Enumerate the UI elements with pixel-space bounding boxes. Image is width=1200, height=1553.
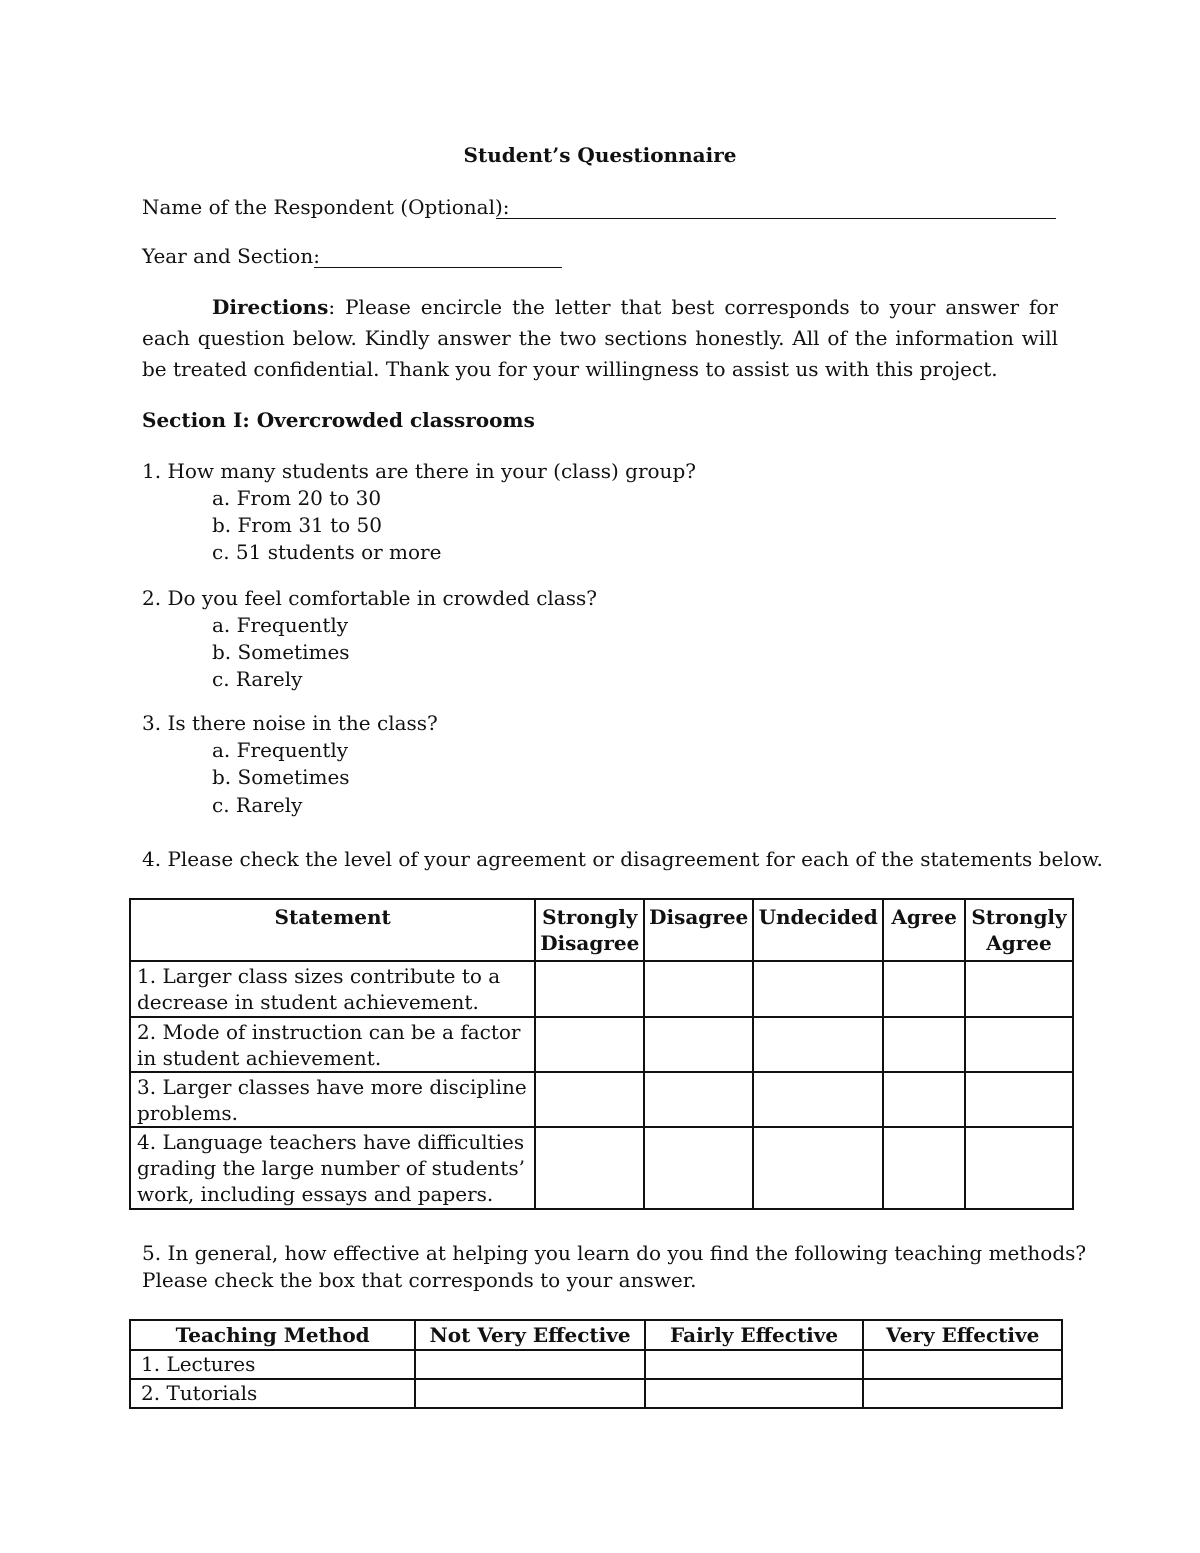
checkbox-cell[interactable] bbox=[753, 1017, 883, 1072]
checkbox-cell[interactable] bbox=[644, 1072, 753, 1127]
statement-cell: 3. Larger classes have more discipline problems. bbox=[130, 1072, 535, 1127]
method-cell: 2. Tutorials bbox=[130, 1379, 415, 1408]
header-teaching-method: Teaching Method bbox=[130, 1320, 415, 1350]
checkbox-cell[interactable] bbox=[535, 1127, 644, 1209]
table-row bbox=[130, 1072, 1073, 1127]
table-row bbox=[130, 1127, 1073, 1209]
checkbox-cell[interactable] bbox=[965, 961, 1073, 1017]
question-3-option-a[interactable]: a. Frequently bbox=[212, 738, 349, 762]
checkbox-cell[interactable] bbox=[883, 1017, 965, 1072]
year-section-label: Year and Section: bbox=[142, 244, 320, 268]
checkbox-cell[interactable] bbox=[753, 1127, 883, 1209]
checkbox-cell[interactable] bbox=[644, 1017, 753, 1072]
header-statement: Statement bbox=[130, 899, 535, 961]
header-agree: Agree bbox=[883, 899, 965, 961]
teaching-method-table bbox=[129, 1319, 1063, 1409]
header-strongly-agree: Strongly Agree bbox=[965, 899, 1073, 961]
checkbox-cell[interactable] bbox=[863, 1350, 1062, 1379]
question-1-option-a[interactable]: a. From 20 to 30 bbox=[212, 486, 382, 510]
table-row bbox=[130, 1379, 1062, 1408]
header-disagree: Disagree bbox=[644, 899, 753, 961]
agreement-table bbox=[129, 898, 1074, 1210]
checkbox-cell[interactable] bbox=[883, 1072, 965, 1127]
statement-cell: 4. Language teachers have difficulties grading the large number of students’ work, including essays and papers. bbox=[130, 1127, 535, 1209]
question-3: 3. Is there noise in the class? bbox=[142, 711, 438, 735]
question-2-option-a[interactable]: a. Frequently bbox=[212, 613, 349, 637]
checkbox-cell[interactable] bbox=[415, 1350, 645, 1379]
table-row bbox=[130, 1017, 1073, 1072]
question-2: 2. Do you feel comfortable in crowded class? bbox=[142, 586, 597, 610]
directions-paragraph bbox=[142, 292, 1058, 385]
agreement-table-header-row bbox=[130, 899, 1073, 961]
directions-text: : Please encircle the letter that best corresponds to your answer for each question below. Kindly answer the two sections honestly. All of the information will be treated confidential. Thank you for your willingness to assist us with this project. bbox=[142, 295, 1058, 381]
checkbox-cell[interactable] bbox=[645, 1379, 864, 1408]
checkbox-cell[interactable] bbox=[883, 961, 965, 1017]
table-row bbox=[130, 961, 1073, 1017]
question-1-option-c[interactable]: c. 51 students or more bbox=[212, 540, 442, 564]
question-5: 5. In general, how effective at helping you learn do you find the following teaching methods? bbox=[142, 1241, 1087, 1265]
checkbox-cell[interactable] bbox=[535, 1072, 644, 1127]
respondent-name-label: Name of the Respondent (Optional): bbox=[142, 195, 510, 219]
statement-cell: 1. Larger class sizes contribute to a decrease in student achievement. bbox=[130, 961, 535, 1017]
checkbox-cell[interactable] bbox=[863, 1379, 1062, 1408]
checkbox-cell[interactable] bbox=[753, 961, 883, 1017]
page-title: Student’s Questionnaire bbox=[463, 143, 737, 167]
checkbox-cell[interactable] bbox=[965, 1017, 1073, 1072]
checkbox-cell[interactable] bbox=[535, 961, 644, 1017]
question-4: 4. Please check the level of your agreement or disagreement for each of the statements below. bbox=[142, 847, 1103, 871]
method-cell: 1. Lectures bbox=[130, 1350, 415, 1379]
header-undecided: Undecided bbox=[753, 899, 883, 961]
checkbox-cell[interactable] bbox=[883, 1127, 965, 1209]
question-5-instruction: Please check the box that corresponds to your answer. bbox=[142, 1268, 697, 1292]
question-2-option-b[interactable]: b. Sometimes bbox=[212, 640, 350, 664]
header-very-effective: Very Effective bbox=[863, 1320, 1062, 1350]
question-2-option-c[interactable]: c. Rarely bbox=[212, 667, 303, 691]
section-heading: Section I: Overcrowded classrooms bbox=[142, 408, 535, 432]
checkbox-cell[interactable] bbox=[753, 1072, 883, 1127]
question-3-option-b[interactable]: b. Sometimes bbox=[212, 765, 350, 789]
checkbox-cell[interactable] bbox=[645, 1350, 864, 1379]
checkbox-cell[interactable] bbox=[644, 1127, 753, 1209]
checkbox-cell[interactable] bbox=[644, 961, 753, 1017]
table-row bbox=[130, 1350, 1062, 1379]
respondent-name-field[interactable] bbox=[496, 218, 1056, 219]
checkbox-cell[interactable] bbox=[535, 1017, 644, 1072]
teaching-table-header-row bbox=[130, 1320, 1062, 1350]
header-strongly-disagree: Strongly Disagree bbox=[535, 899, 644, 961]
checkbox-cell[interactable] bbox=[415, 1379, 645, 1408]
question-1-option-b[interactable]: b. From 31 to 50 bbox=[212, 513, 383, 537]
statement-cell: 2. Mode of instruction can be a factor in student achievement. bbox=[130, 1017, 535, 1072]
header-fairly-effective: Fairly Effective bbox=[645, 1320, 864, 1350]
checkbox-cell[interactable] bbox=[965, 1072, 1073, 1127]
header-not-very-effective: Not Very Effective bbox=[415, 1320, 645, 1350]
question-3-option-c[interactable]: c. Rarely bbox=[212, 793, 303, 817]
directions-label: Directions bbox=[212, 295, 329, 319]
year-section-field[interactable] bbox=[314, 267, 562, 268]
question-1: 1. How many students are there in your (class) group? bbox=[142, 459, 696, 483]
checkbox-cell[interactable] bbox=[965, 1127, 1073, 1209]
